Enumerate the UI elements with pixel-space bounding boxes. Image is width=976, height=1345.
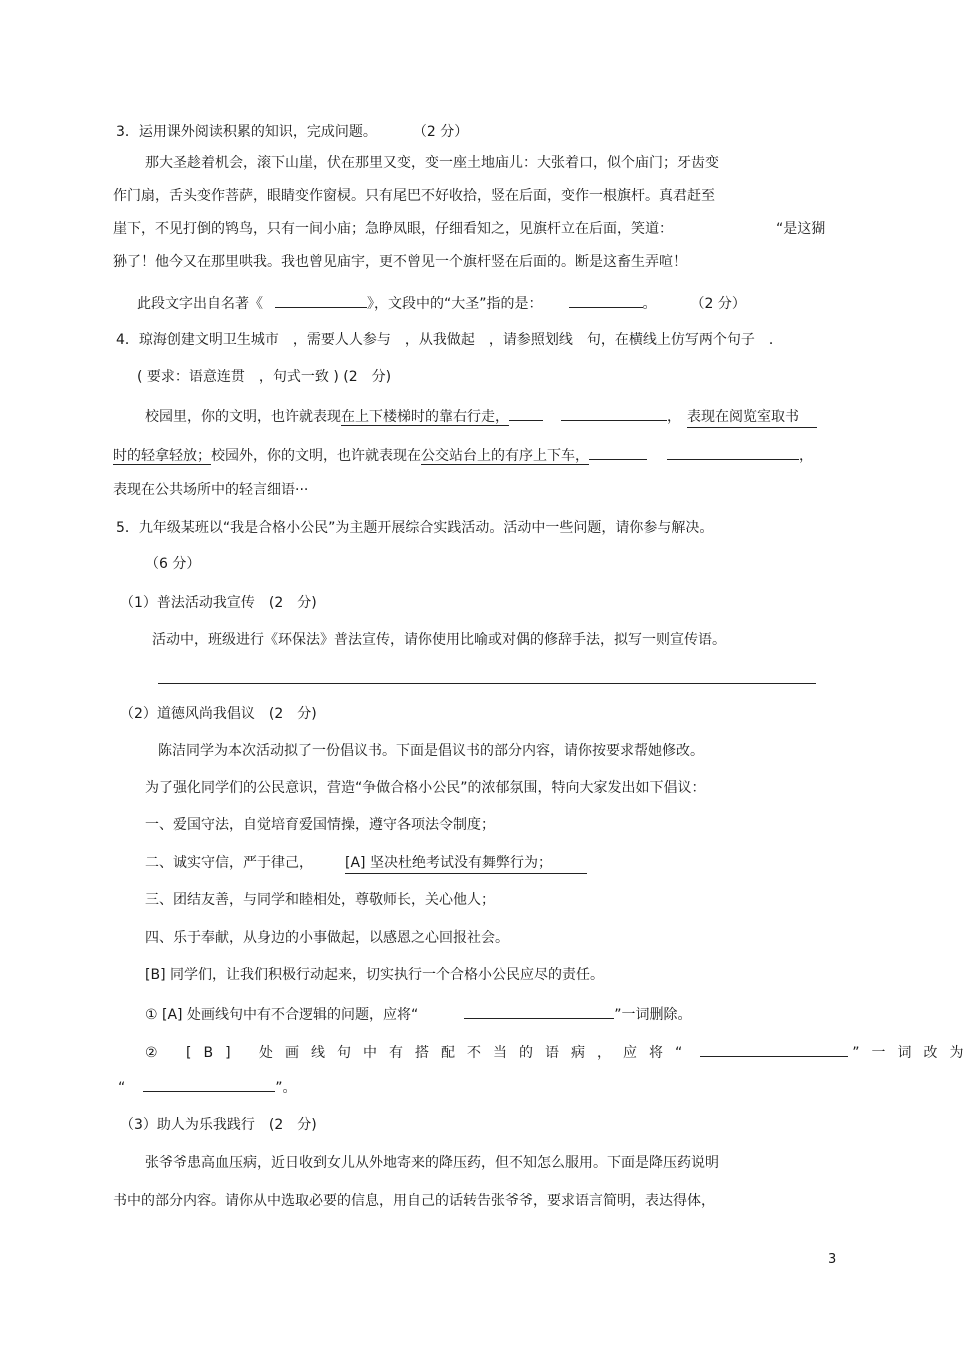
q3-para-1: 那大圣趁着机会，滚下山崖，伏在那里又变，变一座土地庙儿：大张着口，似个庙门；牙齿变 bbox=[145, 155, 719, 171]
model-sentence-1-tail bbox=[509, 404, 543, 421]
q4-title: 4．琼海创建文明卫生城市 ，需要人人参与 ，从我做起 ，请参照划线 句，在横线上仿写两个句子 ． bbox=[116, 332, 783, 348]
q3-ask-line bbox=[137, 291, 746, 314]
model-sentence-1: 在上下楼梯时的靠右行走， bbox=[341, 409, 509, 425]
imitation-blank-1[interactable] bbox=[561, 404, 667, 421]
sub2-q1b: ”一词删除。 bbox=[614, 1007, 692, 1023]
q5-sub3-para-2: 书中的部分内容。请你从中选取必要的信息，用自己的话转告张爷爷，要求语言简明，表达得体， bbox=[113, 1193, 715, 1209]
q4-line-3: 表现在公共场所中的轻言细语··· bbox=[113, 482, 309, 498]
proposal-item-2 bbox=[145, 853, 587, 874]
q5-sub1-title: （1）普法活动我宣传 (2 分) bbox=[120, 595, 317, 611]
illogical-word-blank[interactable] bbox=[464, 1002, 614, 1019]
q3-para-3a: 崖下，不见打倒的鸨鸟，只有一间小庙；急睁凤眼，仔细看知之，见旗杆立在后面，笑道： bbox=[113, 221, 673, 237]
q5-sub2-intro: 陈洁同学为本次活动拟了一份倡议书。下面是倡议书的部分内容，请你按要求帮她修改。 bbox=[158, 743, 704, 759]
q4-requirement: ( 要求：语意连贯 ，句式一致 ) (2 分) bbox=[137, 369, 392, 385]
slogan-answer-line[interactable] bbox=[158, 683, 816, 684]
q3-title: 3．运用课外阅读积累的知识，完成问题。 bbox=[116, 124, 377, 140]
q3-para-2: 作门扇，舌头变作菩萨，眼睛变作窗棂。只有尾巴不好收拾，竖在后面，变作一根旗杆。真君赶至 bbox=[113, 188, 715, 204]
model-sentence-3-tail bbox=[589, 443, 647, 460]
q5-score: （6 分） bbox=[145, 556, 201, 572]
proposal-item-4: 四、乐于奉献，从身边的小事做起，以感恩之心回报社会。 bbox=[145, 930, 509, 946]
proposal-closing: [B] 同学们，让我们积极行动起来，切实执行一个合格小公民应尽的责任。 bbox=[145, 967, 604, 983]
model-sentence-3: 公交站台上的有序上下车， bbox=[421, 448, 589, 464]
q3-ask-a: 此段文字出自名著《 bbox=[137, 296, 263, 312]
wrong-word-blank[interactable] bbox=[700, 1040, 848, 1057]
proposal-item-3: 三、团结友善，与同学和睦相处，尊敬师长，关心他人； bbox=[145, 892, 495, 908]
q3-title-line bbox=[116, 122, 468, 142]
q4-line-1 bbox=[145, 404, 817, 428]
sub2-q2a: ② [B] 处画线句中有搭配不当的语病，应将“ bbox=[145, 1045, 695, 1061]
proposal-item-2a: 二、诚实守信，严于律己， bbox=[145, 855, 313, 871]
q4-line-2 bbox=[113, 443, 813, 466]
sub2-q2b: ”一词改为 bbox=[852, 1045, 976, 1061]
dasheng-blank[interactable] bbox=[569, 291, 643, 308]
q5-sub2-question-2 bbox=[145, 1040, 976, 1063]
q5-sub2-title: （2）道德风尚我倡议 (2 分) bbox=[120, 706, 317, 722]
q4-l2d: ， bbox=[799, 448, 813, 464]
q3-ask-b: 》，文段中的“大圣”指的是： bbox=[367, 296, 543, 312]
model-sentence-2a: 表现在阅览室取书 bbox=[687, 407, 817, 428]
q5-sub2-question-1 bbox=[145, 1002, 691, 1025]
proposal-intro: 为了强化同学们的公民意识，营造“争做合格小公民”的浓郁氛围，特向大家发出如下倡议： bbox=[145, 780, 706, 796]
corrected-word-blank[interactable] bbox=[143, 1075, 275, 1092]
q3-para-3b: “是这猢 bbox=[776, 221, 826, 237]
q5-sub2-question-2-cont bbox=[118, 1075, 297, 1098]
model-sentence-2b: 时的轻拿轻放； bbox=[113, 448, 211, 464]
q4-l2b: 校园外，你的文明，也许就表现在 bbox=[211, 448, 421, 464]
q5-sub3-para-1: 张爷爷患高血压病，近日收到女儿从外地寄来的降压药，但不知怎么服用。下面是降压药说明 bbox=[145, 1155, 719, 1171]
sub2-q2d: ”。 bbox=[275, 1080, 297, 1096]
q4-l1a: 校园里，你的文明，也许就表现 bbox=[145, 409, 341, 425]
q3-ask-score: （2 分） bbox=[690, 296, 746, 312]
q4-l1c: ， bbox=[667, 409, 681, 425]
q3-para-4: 狲了！他今又在那里哄我。我也曾见庙宇，更不曾见一个旗杆竖在后面的。断是这畜生弄喧！ bbox=[113, 254, 687, 270]
q5-sub3-title: （3）助人为乐我践行 (2 分) bbox=[120, 1117, 317, 1133]
proposal-item-2-underlined: [A] 坚决杜绝考试没有舞弊行为； bbox=[345, 853, 587, 874]
page-number: 3 bbox=[828, 1252, 837, 1267]
sub2-q2c: “ bbox=[118, 1080, 126, 1096]
q5-sub1-text: 活动中，班级进行《环保法》普法宣传，请你使用比喻或对偶的修辞手法，拟写一则宣传语。 bbox=[152, 632, 726, 648]
sub2-q1a: ① [A] 处画线句中有不合逻辑的问题，应将“ bbox=[145, 1007, 419, 1023]
book-title-blank[interactable] bbox=[275, 291, 367, 308]
imitation-blank-2[interactable] bbox=[667, 443, 799, 460]
q5-title: 5．九年级某班以“我是合格小公民”为主题开展综合实践活动。活动中一些问题，请你参与解决。 bbox=[116, 520, 714, 536]
q3-ask-c: 。 bbox=[642, 296, 657, 312]
q3-score: （2 分） bbox=[412, 124, 469, 140]
proposal-item-1: 一、爱国守法，自觉培育爱国情操，遵守各项法令制度； bbox=[145, 817, 495, 833]
